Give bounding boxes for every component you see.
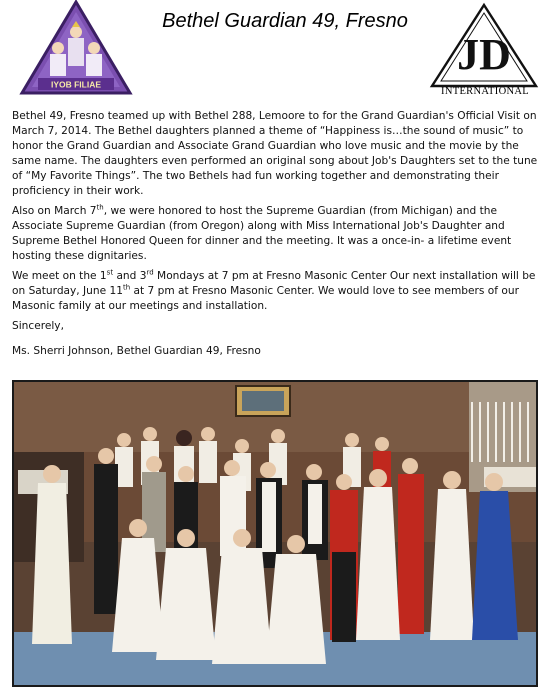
p3-sup2: rd [146, 268, 154, 277]
p3-text-b: and 3 [113, 270, 147, 282]
signature-line: Ms. Sherri Johnson, Bethel Guardian 49, Fresno [12, 345, 261, 357]
paragraph-supreme-guardian [12, 204, 540, 264]
group-photo [12, 380, 538, 687]
p3-text-a: We meet on the 1 [12, 270, 107, 282]
logo-left-text: IYOB FILIAE [50, 79, 102, 90]
iyob-filiae-logo [18, 0, 134, 96]
paragraph-meetings [12, 269, 540, 314]
group-photo-illustration [14, 382, 536, 685]
p2-text-b: , we were honored to host the Supreme Guardian (from Michigan) and the Associate Supreme Guardian (from Oregon) along with Miss International Job's Daughter and Supreme Bethel Honored Queen for dinner and the meeting. It was a once-in- a lifetime event hosting these dignitaries. [12, 205, 512, 262]
logo-right-letters: JD [457, 30, 511, 79]
p3-sup1: st [106, 268, 114, 277]
paragraph-closing: Sincerely, [12, 320, 64, 332]
logo-right-caption: INTERNATIONAL [441, 86, 529, 97]
page-title: Bethel Guardian 49, Fresno [162, 10, 408, 32]
p2-text-a: Also on March 7 [12, 205, 97, 217]
paragraph-visit: Bethel 49, Fresno teamed up with Bethel 288, Lemoore to for the Grand Guardian's Official Visit on March 7, 2014. The Bethel daughters planned a theme of “Happiness is…the sound of music” to honor the Grand Guardian and Associate Grand Guardian who love music and the movie by the same name. The daughters even performed an original song about Job's Daughters set to the tune of “My Favorite Things”. The two Bethels had fun working together and demonstrating their proficiency in their work. [12, 110, 538, 197]
p3-sup3: th [122, 283, 131, 292]
p3-text-d: at 7 pm at Fresno Masonic Center. We would love to see members of our Masonic family at our meetings and installation. [12, 285, 519, 312]
article-body [12, 109, 540, 339]
p2-sup: th [96, 203, 104, 212]
p3-text-c: Mondays at 7 pm at Fresno Masonic Center Our next installation will be on Saturday, June 11 [12, 270, 536, 297]
